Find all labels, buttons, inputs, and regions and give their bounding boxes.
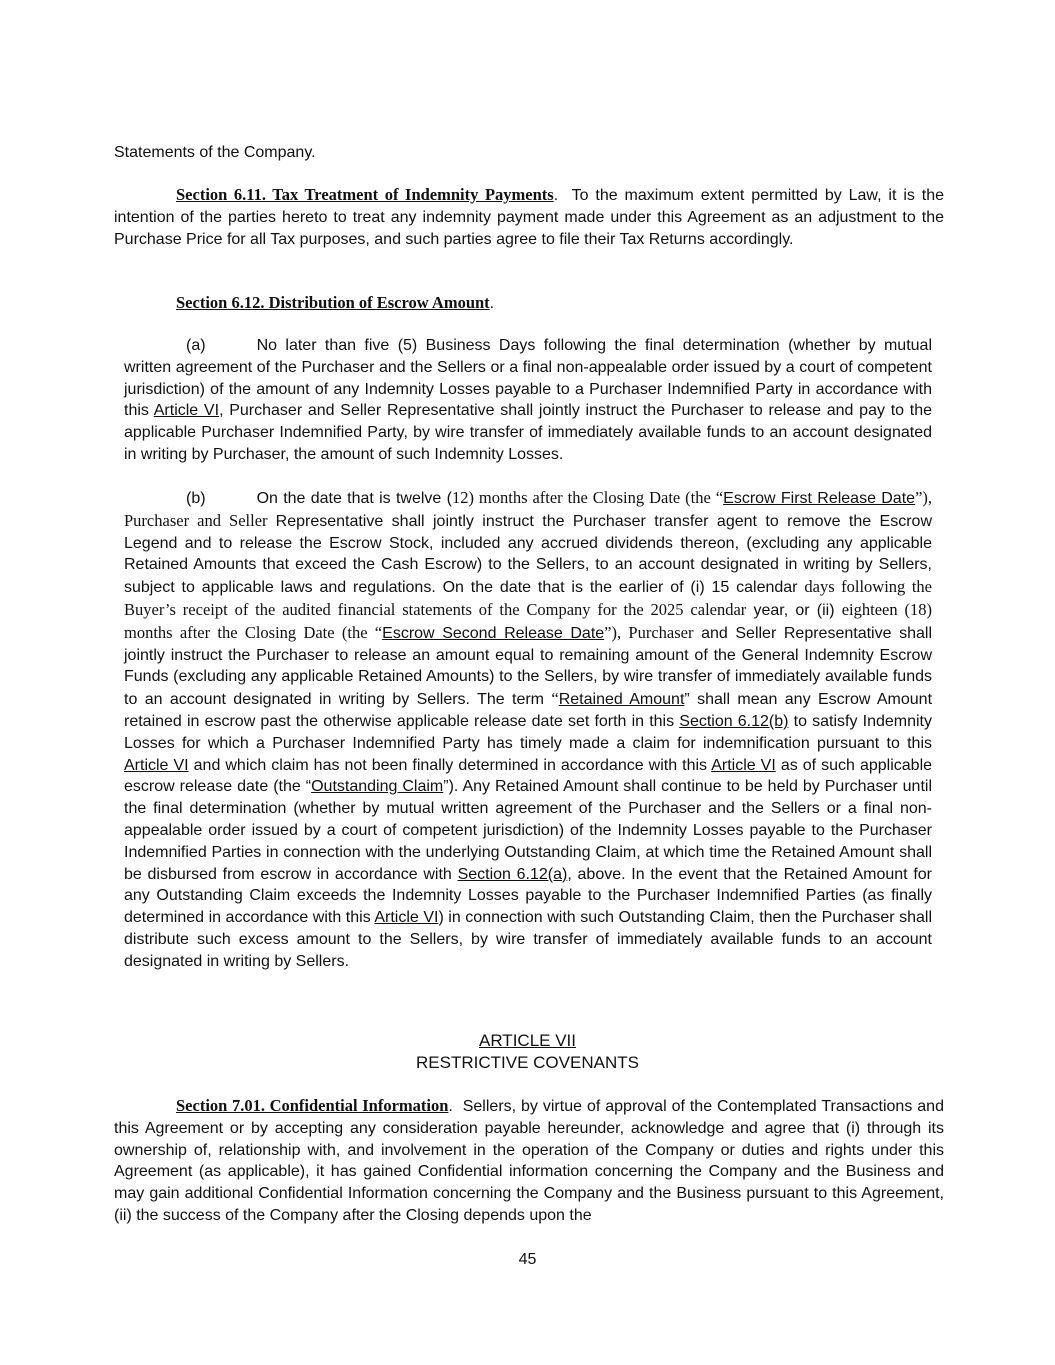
section-7-01-text: Sellers, by virtue of approval of the Contemplated Transactions and this Agreement or by accepting any consideration payable hereunder, acknowledge and agree that (i) through its ownership of, relationship with, and involvement in the operation of the Company or duties and rights under this Agreement (as applicable), it has gained Confidential information concerning the Company and the Business and may gain additional Confidential Information concerning the Company and the Business pursuant to this Agreement, (ii) the success of the Company after the Closing depends upon the [114,1098,944,1224]
section-6-12-para-b [124,487,932,973]
section-6-12-heading: Section 6.12. Distribution of Escrow Amount [176,293,490,312]
section-6-11: Section 6.11. Tax Treatment of Indemnity Payments. To the maximum extent permitted by Law, it is the intention of the parties hereto to treat any indemnity payment made under this Agreement as an adjustment to the Purchase Price for all Tax purposes, and such parties agree to file their Tax Returns accordingly. [114,185,945,248]
para-b-text-11: to satisfy Indemnity Losses for which a Purchaser Indemnified Party has timely made a claim for indemnification pursuant to this [124,712,932,752]
para-b-text-9: and Seller Representative shall jointly instruct the Purchaser to release an amount equal to remaining amount of the General Indemnity Escrow Funds (excluding any applicable Retained Amounts) to the Sellers, by wire transfer of immediately available funds to an account designated in writing by Sellers. The term [124,624,933,709]
para-b-text-12: and which claim has not been finally determined in accordance with this [188,756,712,774]
section-7-01-heading: Section 7.01. Confidential Information [176,1096,449,1115]
intro-text [114,142,944,164]
page-number: 45 [518,1251,537,1268]
term-escrow-second-release-date: Escrow Second Release Date [382,624,605,642]
intro-text-content: Statements of the Company. [114,144,316,161]
section-6-12-para-a [124,335,932,466]
para-b-text-14: ”). Any Retained Amount shall continue to be held by Purchaser until the final determination (whether by mutual written agreement of the Purchaser and the Sellers or a final non-appealable order issued by a court of competent jurisdiction) of the Indemnity Losses payable to the Purchaser Indemnified Parties in connection with the underlying Outstanding Claim, at which time the Retained Amount shall be disbursed from escrow in accordance with [124,778,933,883]
section-6-12-heading-block: Section 6.12. Distribution of Escrow Amount. [176,293,495,312]
section-6-12-b-ref: Section 6.12(b) [679,712,789,730]
section-7-01: Section 7.01. Confidential Information. Sellers, by virtue of approval of the Contemplated Transactions and this Agreement or by accepting any consideration payable hereunder, acknowledge and agree that (i) through its ownership of, relationship with, and involvement in the operation of the Company or duties and rights under this Agreement (as applicable), it has gained Confidential information concerning the Company and the Business and may gain additional Confidential Information concerning the Company and the Business pursuant to this Agreement, (ii) the success of the Company after the Closing depends upon the [114,1096,944,1224]
para-b-text-10: ” shall mean any Escrow Amount retained in escrow past the otherwise applicable release date set forth in this [124,691,933,730]
article-vi-ref-2: Article VI [711,756,776,774]
para-b-quote-open: “ [551,689,559,709]
para-a-text-2: , Purchaser and Seller Representative shall jointly instruct the Purchaser to release and pay to the applicable Purchaser Indemnified Party, by wire transfer of immediately available funds to an account designated in writing by Purchaser, the amount of such Indemnity Losses. [124,402,933,463]
section-6-11-heading: Section 6.11. Tax Treatment of Indemnity Payments [176,185,554,204]
para-b-text-15: , above. In the event that the Retained Amount for any Outstanding Claim exceeds the Indemnity Losses payable to the Purchaser Indemnified Parties (as finally determined in accordance with this [124,865,933,927]
article-title: RESTRICTIVE COVENANTS [416,1053,639,1072]
para-b-label: (b) [186,490,206,507]
term-retained-amount: Retained Amount [558,691,685,709]
para-b-text-2: 12) months after the Closing Date (the “ [451,488,724,507]
para-b-text-16: ) in connection with such Outstanding Claim, then the Purchaser shall distribute such excess amount to the Sellers, by wire transfer of immediately available funds to an account designated in writing by Sellers. [124,909,933,970]
para-b-text-1: On the date that is twelve ( [256,490,452,507]
para-b-text-13: as of such applicable escrow release date (the “ [124,756,933,796]
article-vi-ref-3: Article VI [374,909,439,927]
para-b-text-7: eighteen (18) months after the Closing Date (the “ [124,599,932,642]
para-b-text-3: ”), Purchaser and Seller [124,488,933,530]
term-outstanding-claim: Outstanding Claim [311,778,444,796]
section-6-12-a-ref: Section 6.12(a) [457,865,568,883]
section-6-11-text: To the maximum extent permitted by Law, it is the intention of the parties hereto to treat any indemnity payment made under this Agreement as an adjustment to the Purchase Price for all Tax purposes, and such parties agree to file their Tax Returns accordingly. [114,187,945,248]
article-number: ARTICLE VII [479,1031,576,1050]
para-b-text-4: Representative shall jointly instruct the Purchaser transfer agent to remove the Escrow Legend and to release the Escrow Stock, included any accrued dividends thereon, (excluding any applicable Retained Amounts that exceed the Cash Escrow) to the Sellers, to an account designated in writing by Sellers, subject to applicable laws and regulations. On the date that is the earlier of (i) 15 calendar [124,512,932,597]
para-b-text-5: days following the Buyer’s receipt of the audited financial statements of the Company for the 2025 calendar [124,577,932,619]
para-b-text-6: year, or (ii) [746,601,842,619]
para-a-text-1: No later than five (5) Business Days following the final determination (whether by mutual written agreement of the Purchaser and the Sellers or a final non-appealable order issued by a court of competent jurisdiction) of the amount of any Indemnity Losses payable to a Purchaser Indemnified Party in accordance with this [124,337,932,420]
para-b-text-8: ”), Purchaser [604,622,694,642]
article-vi-ref-1: Article VI [124,756,189,774]
para-a-article-vi-ref: Article VI [153,402,220,420]
para-a-label: (a) [186,337,206,354]
term-escrow-first-release-date: Escrow First Release Date [723,490,916,507]
